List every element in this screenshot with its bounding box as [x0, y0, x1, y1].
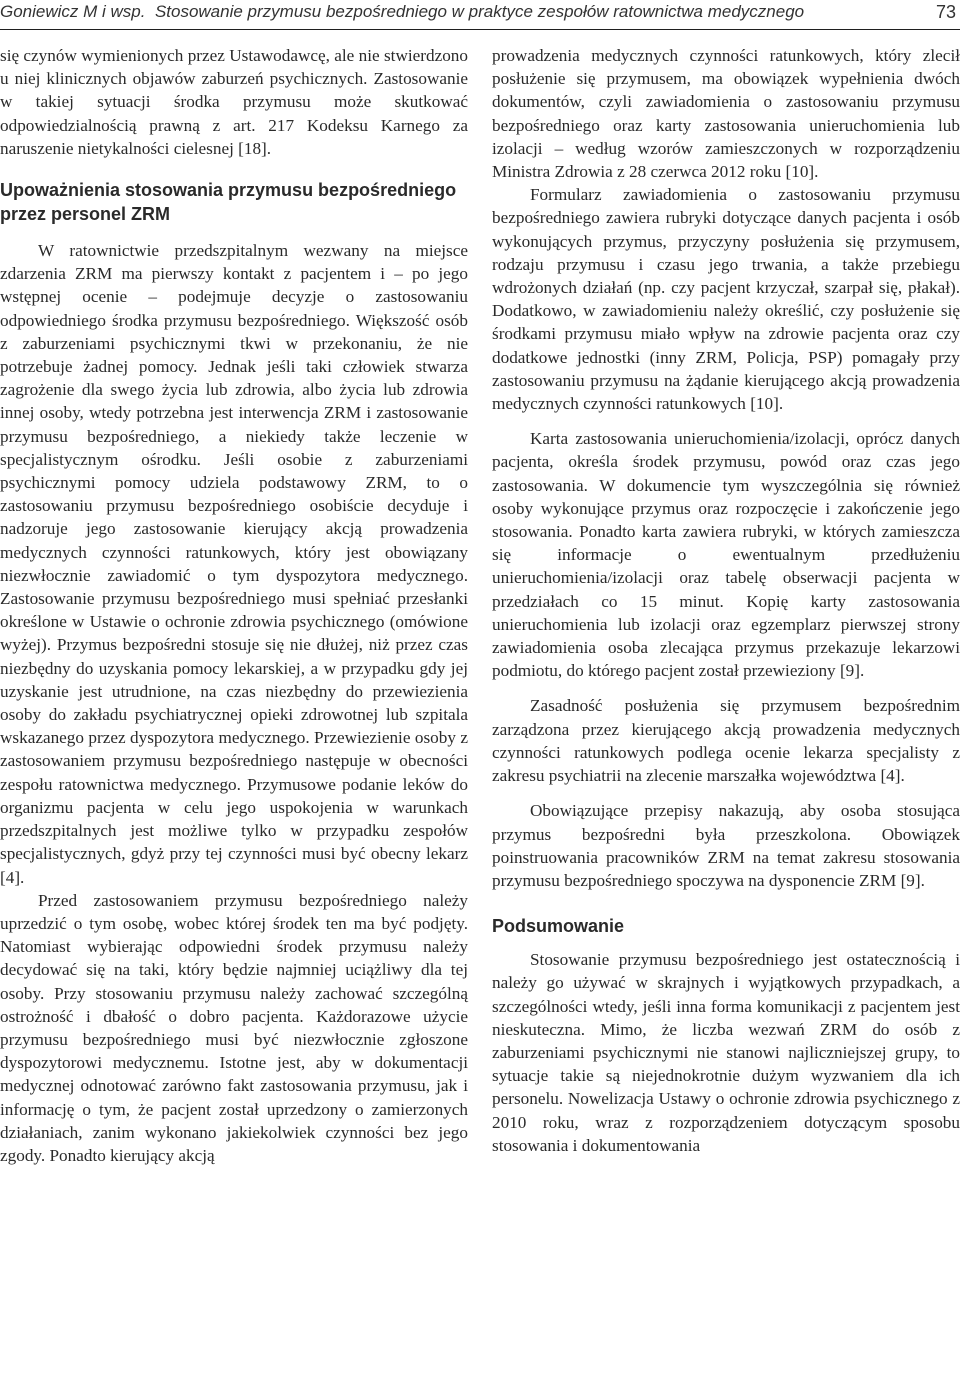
header-authors: Goniewicz M i wsp. [0, 2, 146, 21]
body-paragraph: Formularz zawiadomienia o zastosowaniu przymusu bezpośredniego zawiera rubryki dotyczące danych pacjenta i osób wykonujących przymus, przyczyny posłużenia się przymusem, rodzaju przymusu i czasu jego trwania, a także przebiegu wdrożonych działań (np. czy pacjent krzyczał, szarpał się, płakał). Dodatkowo, w zawiadomieniu należy określić, czy posłużenie się środkami przymusu miało wpływ na zdrowie pacjenta oraz czy dodatkowe jednostki (inny ZRM, Policja, PSP) pomagały przy zastosowaniu przymusu na żądanie kierującego akcją prowadzenia medycznych czynności ratunkowych [10]. [492, 185, 960, 414]
body-paragraph: Zasadność posłużenia się przymusem bezpośrednim zarządzona przez kierującego akcją prowadzenia medycznych czynności ratunkowych podlega ocenie lekarza specjalisty z zakresu psychiatrii na zlecenie marszałka województwa [4]. [492, 696, 960, 786]
summary-paragraph: Stosowanie przymusu bezpośredniego jest ostatecznością i należy go używać w skrajnych i wyjątkowych przypadkach, a szczególności wtedy, jeśli inna forma komunikacji z pacjentem jest nieskuteczna. Mimo, że liczba wezwań ZRM do osób z zaburzeniami psychicznymi nie stanowi najliczniejszej grupy, to sytuacje takie są niejednokrotnie dużym wyzwaniem dla ich personelu. Nowelizacja Ustawy o ochronie zdrowia psychicznego z 2010 roku, wraz z rozporządzeniem dotyczącym sposobu stosowania i dokumentowania [492, 950, 960, 1155]
body-paragraph: Przed zastosowaniem przymusu bezpośredniego należy uprzedzić o tym osobę, wobec której środek ten ma być podjęty. Natomiast wybierając odpowiedni środek przymusu należy decydować się na taki, który będzie najmniej uciążliwy dla tej osoby. Przy stosowaniu przymusu należy zachować szczególną ostrożność i dbałość o dobro pacjenta. Każdorazowe użycie przymusu bezpośredniego musi być niezwłocznie zgłoszone dyspozytorowi medycznemu. Istotne jest, aby w dokumentacji medycznej odnotować zarówno fakt zastosowania przymusu, jak i informację o tym, że pacjent został uprzedzony o zamierzonych działaniach, zanim wykonano jakiekolwiek czynności bez jego zgody. Ponadto kierujący akcją [0, 890, 468, 1165]
left-column [0, 44, 468, 1167]
summary-heading: Podsumowanie [492, 916, 625, 937]
paragraph-gap [492, 415, 960, 427]
paragraph-gap [492, 682, 960, 694]
paragraph-gap [492, 787, 960, 799]
running-header [0, 0, 960, 30]
intro-paragraph: się czynów wymienionych przez Ustawodawcę, ale nie stwierdzono u niej klinicznych objawów zaburzeń psychicznych. Zastosowanie w takiej sytuacji środka przymusu może skutkować odpowiedzialnością prawną z art. 217 Kodeksu Karnego za naruszenie nietykalności cielesnej [18]. [0, 46, 468, 158]
right-column [492, 44, 960, 1157]
body-paragraph: W ratownictwie przedszpitalnym wezwany na miejsce zdarzenia ZRM ma pierwszy kontakt z pacjentem i – po jego wstępnej ocenie – podejmuje decyzje o zastosowaniu odpowiedniego środka przymusu bezpośredniego. Większość osób z zaburzeniami psychicznymi tkwi w przekonaniu, że nie potrzebuje żadnej pomocy. Jednak jeśli taki człowiek stwarza zagrożenie dla swego życia lub zdrowia, albo życia lub zdrowia innej osoby, wtedy potrzebna jest interwencja ZRM i zastosowanie przymusu bezpośredniego, a niekiedy także leczenie w specjalistycznym ośrodku. Jeśli osobie z zaburzeniami psychicznymi pomocy udziela podstawowy ZRM, to o zastosowaniu przymusu bezpośredniego osobiście decyduje i nadzoruje jego zastosowanie kierujący akcją prowadzenia medycznych czynności ratunkowych, który jest obowiązany niezwłocznie zawiadomić o tym dyspozytora medycznego. Zastosowanie przymusu bezpośredniego musi spełniać przesłanki określone w Ustawie o ochronie zdrowia psychicznego (omówione wyżej). Przymus bezpośredni stosuje się nie dłużej, niż przez czas niezbędny do uzyskania pomocy lekarskiej, a w przypadku gdy jej uzyskanie jest utrudnione, na czas niezbędny do przewiezienia osoby do zakładu psychiatrycznej opieki zdrowotnej lub szpitala wskazanego przez dyspozytora medycznego. Przewiezienie osoby z zastosowaniem przymusu bezpośredniego następuje w obecności zespołu ratownictwa medycznego. Przymusowe podanie leków do organizmu pacjenta w celu jego uspokojenia w warunkach przedszpitalnych jest możliwe tylko w przypadku zespołów specjalistycznych, gdyż przy tej czynności musi być obecny lekarz [4]. [0, 241, 468, 887]
section-heading: Upoważnienia stosowania przymusu bezpośredniego przez personel ZRM [0, 180, 457, 225]
body-paragraph: Karta zastosowania unieruchomienia/izolacji, oprócz danych pacjenta, określa środek przymusu, powód oraz czas jego zastosowania. W dokumencie tym wyszczególnia się również osoby wykonujące przymus oraz rozpoczęcie i zakończenie jego stosowania. Ponadto karta zawiera rubryki, w których zamieszcza się informacje o ewentualnym przedłużeniu unieruchomienia/izolacji oraz tabelę obserwacji pacjenta w przedziałach co 15 minut. Kopię karty zastosowania unieruchomienia lub izolacji oraz egzemplarz pierwszej strony zawiadomienia osoba zlecająca przymus przekazuje lekarzowi podmiotu, do którego pacjent został przewieziony [9]. [492, 429, 960, 681]
body-paragraph: prowadzenia medycznych czynności ratunkowych, który zlecił posłużenie się przymusem, ma obowiązek wypełnienia dwóch dokumentów, czyli zawiadomienia o zastosowaniu przymusu bezpośredniego oraz karty zastosowania unieruchomienia lub izolacji – według wzorów zamieszczonych w rozporządzeniu Ministra Zdrowia z 28 czerwca 2012 roku [10]. [492, 46, 960, 182]
running-title [0, 1, 804, 23]
page-number: 73 [935, 2, 956, 22]
header-article-title: Stosowanie przymusu bezpośredniego w praktyce zespołów ratownictwa medycznego [154, 2, 805, 21]
body-paragraph: Obowiązujące przepisy nakazują, aby osoba stosująca przymus bezpośredni była przeszkolona. Obowiązek poinstruowania pracowników ZRM na temat zakresu stosowania przymusu bezpośredniego spoczywa na dysponencie ZRM [9]. [492, 801, 960, 890]
